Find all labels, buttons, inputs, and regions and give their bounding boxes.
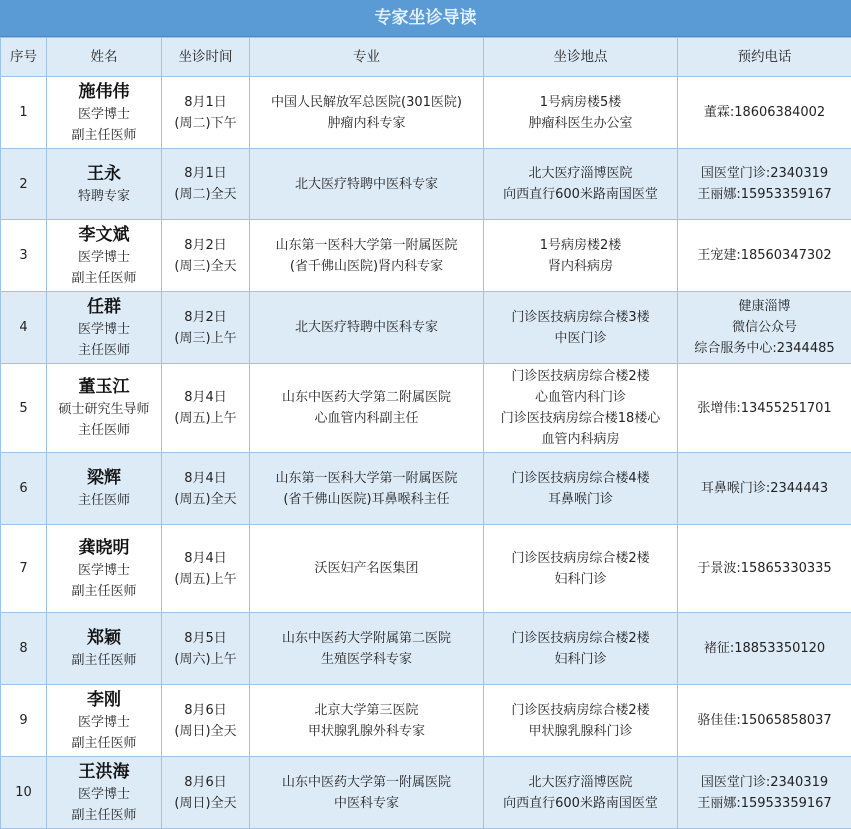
- doctor-title: 副主任医师: [49, 268, 159, 289]
- clinic-time-line: (周五)上午: [164, 569, 247, 590]
- doctor-name: 龚晓明: [49, 536, 159, 560]
- clinic-location-line: 门诊医技病房综合楼2楼: [486, 628, 675, 649]
- doctor-cell: [47, 453, 162, 525]
- row-index: 5: [1, 364, 47, 453]
- booking-phone: [678, 757, 851, 829]
- clinic-location: [484, 220, 678, 292]
- doctor-title: 医学博士: [49, 712, 159, 733]
- header-phone: 预约电话: [678, 38, 851, 77]
- specialty-line: 山东第一医科大学第一附属医院: [252, 468, 481, 489]
- table-row: [1, 525, 851, 613]
- clinic-time-line: 8月4日: [164, 387, 247, 408]
- clinic-location-line: 耳鼻喉门诊: [486, 489, 675, 510]
- doctor-name: 李文斌: [49, 223, 159, 247]
- clinic-time: [162, 364, 250, 453]
- clinic-time-line: 8月2日: [164, 235, 247, 256]
- clinic-time: [162, 525, 250, 613]
- row-index: 6: [1, 453, 47, 525]
- row-index: 1: [1, 77, 47, 149]
- doctor-cell: [47, 292, 162, 364]
- specialty-line: 沃医妇产名医集团: [252, 558, 481, 579]
- table-row: [1, 613, 851, 685]
- clinic-location-line: 向西直行600米路南国医堂: [486, 793, 675, 814]
- booking-phone-line: 耳鼻喉门诊:2344443: [680, 478, 849, 499]
- clinic-location: [484, 77, 678, 149]
- clinic-time: [162, 757, 250, 829]
- clinic-location-line: 中医门诊: [486, 328, 675, 349]
- booking-phone-line: 微信公众号: [680, 317, 849, 338]
- booking-phone-line: 国医堂门诊:2340319: [680, 772, 849, 793]
- clinic-time-line: 8月6日: [164, 772, 247, 793]
- clinic-location-line: 1号病房楼5楼: [486, 92, 675, 113]
- doctor-title: 医学博士: [49, 560, 159, 581]
- doctor-cell: [47, 149, 162, 220]
- specialty: [250, 685, 484, 757]
- schedule-body: [1, 77, 851, 829]
- doctor-title: 副主任医师: [49, 581, 159, 602]
- specialty-line: 北大医疗特聘中医科专家: [252, 317, 481, 338]
- booking-phone: [678, 292, 851, 364]
- clinic-time: [162, 613, 250, 685]
- specialty-line: 生殖医学科专家: [252, 649, 481, 670]
- row-index: 9: [1, 685, 47, 757]
- booking-phone-line: 董霖:18606384002: [680, 102, 849, 123]
- specialty: [250, 292, 484, 364]
- clinic-time: [162, 292, 250, 364]
- doctor-title: 医学博士: [49, 319, 159, 340]
- booking-phone: [678, 149, 851, 220]
- clinic-time-line: (周日)全天: [164, 793, 247, 814]
- booking-phone-line: 综合服务中心:2344485: [680, 338, 849, 359]
- clinic-location-line: 北大医疗淄博医院: [486, 163, 675, 184]
- row-index: 2: [1, 149, 47, 220]
- specialty-line: 北京大学第三医院: [252, 700, 481, 721]
- table-row: [1, 292, 851, 364]
- doctor-name: 王永: [49, 162, 159, 186]
- table-row: [1, 364, 851, 453]
- schedule-table: [0, 37, 851, 829]
- specialty-line: 山东第一医科大学第一附属医院: [252, 235, 481, 256]
- clinic-location-line: 门诊医技病房综合楼18楼心: [486, 408, 675, 429]
- clinic-time: [162, 685, 250, 757]
- clinic-location-line: 门诊医技病房综合楼3楼: [486, 307, 675, 328]
- clinic-time-line: (周三)全天: [164, 256, 247, 277]
- clinic-time-line: (周二)下午: [164, 113, 247, 134]
- clinic-location-line: 向西直行600米路南国医堂: [486, 184, 675, 205]
- doctor-title: 主任医师: [49, 420, 159, 441]
- clinic-time-line: 8月5日: [164, 628, 247, 649]
- clinic-location-line: 门诊医技病房综合楼2楼: [486, 548, 675, 569]
- header-name: 姓名: [47, 38, 162, 77]
- clinic-time: [162, 220, 250, 292]
- header-specialty: 专业: [250, 38, 484, 77]
- doctor-name: 王洪海: [49, 760, 159, 784]
- doctor-title: 副主任医师: [49, 650, 159, 671]
- clinic-location: [484, 525, 678, 613]
- booking-phone-line: 张增伟:13455251701: [680, 398, 849, 419]
- clinic-time-line: (周日)全天: [164, 721, 247, 742]
- booking-phone-line: 王丽娜:15953359167: [680, 793, 849, 814]
- specialty-line: (省千佛山医院)耳鼻喉科主任: [252, 489, 481, 510]
- doctor-cell: [47, 364, 162, 453]
- doctor-name: 李刚: [49, 688, 159, 712]
- clinic-location: [484, 453, 678, 525]
- clinic-location: [484, 149, 678, 220]
- doctor-name: 任群: [49, 295, 159, 319]
- booking-phone-line: 王丽娜:15953359167: [680, 184, 849, 205]
- doctor-cell: [47, 613, 162, 685]
- doctor-title: 硕士研究生导师: [49, 399, 159, 420]
- page-title: 专家坐诊导读: [0, 0, 851, 37]
- doctor-title: 医学博士: [49, 784, 159, 805]
- clinic-location-line: 血管内科病房: [486, 429, 675, 450]
- clinic-location-line: 肿瘤科医生办公室: [486, 113, 675, 134]
- specialty: [250, 453, 484, 525]
- clinic-location-line: 门诊医技病房综合楼4楼: [486, 468, 675, 489]
- clinic-location-line: 门诊医技病房综合楼2楼: [486, 366, 675, 387]
- clinic-location-line: 妇科门诊: [486, 649, 675, 670]
- clinic-time-line: (周三)上午: [164, 328, 247, 349]
- clinic-location: [484, 757, 678, 829]
- row-index: 7: [1, 525, 47, 613]
- clinic-time-line: (周五)全天: [164, 489, 247, 510]
- clinic-location-line: 妇科门诊: [486, 569, 675, 590]
- specialty: [250, 220, 484, 292]
- doctor-title: 主任医师: [49, 340, 159, 361]
- booking-phone-line: 于景波:15865330335: [680, 558, 849, 579]
- clinic-time-line: 8月2日: [164, 307, 247, 328]
- doctor-title: 副主任医师: [49, 125, 159, 146]
- booking-phone: [678, 77, 851, 149]
- doctor-cell: [47, 220, 162, 292]
- booking-phone-line: 褚征:18853350120: [680, 638, 849, 659]
- table-row: [1, 77, 851, 149]
- specialty: [250, 77, 484, 149]
- doctor-name: 梁辉: [49, 466, 159, 490]
- booking-phone: [678, 613, 851, 685]
- specialty-line: 中国人民解放军总医院(301医院): [252, 92, 481, 113]
- booking-phone-line: 健康淄博: [680, 296, 849, 317]
- table-row: [1, 149, 851, 220]
- booking-phone-line: 王宠建:18560347302: [680, 245, 849, 266]
- booking-phone: [678, 525, 851, 613]
- doctor-name: 董玉江: [49, 375, 159, 399]
- clinic-location-line: 北大医疗淄博医院: [486, 772, 675, 793]
- clinic-time-line: 8月4日: [164, 548, 247, 569]
- specialty: [250, 364, 484, 453]
- row-index: 10: [1, 757, 47, 829]
- specialty-line: 山东中医药大学第一附属医院: [252, 772, 481, 793]
- clinic-time: [162, 77, 250, 149]
- table-row: [1, 685, 851, 757]
- booking-phone: [678, 364, 851, 453]
- clinic-location-line: 甲状腺乳腺科门诊: [486, 721, 675, 742]
- specialty: [250, 525, 484, 613]
- clinic-location: [484, 685, 678, 757]
- specialty: [250, 757, 484, 829]
- clinic-time-line: 8月4日: [164, 468, 247, 489]
- clinic-time-line: 8月1日: [164, 163, 247, 184]
- row-index: 8: [1, 613, 47, 685]
- table-row: [1, 453, 851, 525]
- doctor-title: 医学博士: [49, 104, 159, 125]
- doctor-cell: [47, 525, 162, 613]
- clinic-location-line: 1号病房楼2楼: [486, 235, 675, 256]
- header-time: 坐诊时间: [162, 38, 250, 77]
- doctor-title: 主任医师: [49, 490, 159, 511]
- header-row: [1, 38, 851, 77]
- header-location: 坐诊地点: [484, 38, 678, 77]
- table-row: [1, 757, 851, 829]
- booking-phone-line: 骆佳佳:15065858037: [680, 710, 849, 731]
- booking-phone-line: 国医堂门诊:2340319: [680, 163, 849, 184]
- specialty: [250, 613, 484, 685]
- clinic-time-line: (周二)全天: [164, 184, 247, 205]
- booking-phone: [678, 685, 851, 757]
- header-index: 序号: [1, 38, 47, 77]
- doctor-cell: [47, 685, 162, 757]
- row-index: 4: [1, 292, 47, 364]
- clinic-location-line: 心血管内科门诊: [486, 387, 675, 408]
- clinic-location-line: 肾内科病房: [486, 256, 675, 277]
- doctor-cell: [47, 757, 162, 829]
- specialty-line: 中医科专家: [252, 793, 481, 814]
- specialty-line: 甲状腺乳腺外科专家: [252, 721, 481, 742]
- booking-phone: [678, 220, 851, 292]
- doctor-title: 医学博士: [49, 247, 159, 268]
- clinic-location: [484, 364, 678, 453]
- clinic-time: [162, 149, 250, 220]
- clinic-time-line: (周五)上午: [164, 408, 247, 429]
- specialty-line: 肿瘤内科专家: [252, 113, 481, 134]
- specialty: [250, 149, 484, 220]
- doctor-name: 郑颖: [49, 626, 159, 650]
- doctor-name: 施伟伟: [49, 80, 159, 104]
- doctor-title: 副主任医师: [49, 733, 159, 754]
- clinic-location: [484, 292, 678, 364]
- specialty-line: 山东中医药大学第二附属医院: [252, 387, 481, 408]
- clinic-location: [484, 613, 678, 685]
- clinic-time-line: (周六)上午: [164, 649, 247, 670]
- specialty-line: 北大医疗特聘中医科专家: [252, 174, 481, 195]
- clinic-time: [162, 453, 250, 525]
- booking-phone: [678, 453, 851, 525]
- row-index: 3: [1, 220, 47, 292]
- specialty-line: 心血管内科副主任: [252, 408, 481, 429]
- clinic-time-line: 8月6日: [164, 700, 247, 721]
- doctor-title: 副主任医师: [49, 805, 159, 826]
- doctor-title: 特聘专家: [49, 186, 159, 207]
- clinic-time-line: 8月1日: [164, 92, 247, 113]
- clinic-location-line: 门诊医技病房综合楼2楼: [486, 700, 675, 721]
- specialty-line: (省千佛山医院)肾内科专家: [252, 256, 481, 277]
- doctor-cell: [47, 77, 162, 149]
- table-row: [1, 220, 851, 292]
- specialty-line: 山东中医药大学附属第二医院: [252, 628, 481, 649]
